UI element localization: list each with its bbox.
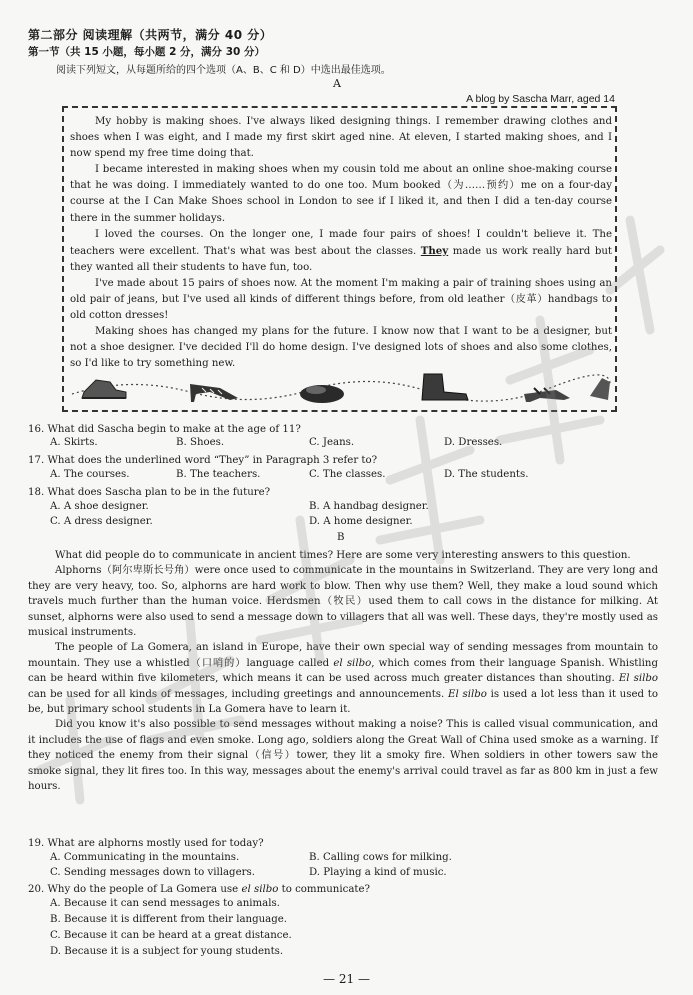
text-run: is used a lot less than it used to be, but primary school students in La Gomera have to learn it. [28, 688, 659, 716]
option-a: A. Because it can send messages to animals. [50, 898, 280, 909]
option-a: A. The courses. [50, 469, 130, 480]
shoe-illustrations [70, 364, 612, 408]
text-run: can be used for all kinds of messages, including greetings and announcements. [28, 688, 449, 700]
underlined-word: They [420, 244, 449, 257]
sneaker-icon [82, 380, 126, 398]
passage-paragraph [28, 640, 658, 717]
option-d: D. Dresses. [444, 437, 503, 448]
option-c: C. Jeans. [309, 437, 355, 448]
italic-term: El silbo [618, 673, 658, 685]
blog-paragraph: My hobby is making shoes. I've always liked designing things. I remember drawing clothes and shoes when I was eight, and I made my first skirt aged nine. At eleven, I started making shoes, and I now spend my free time doing that. [70, 116, 612, 160]
text-run: The people of La Gomera, an island in Europe, have their own special way of sending messages from mountain to mountain. They use a whistled（口哨的）language called [28, 642, 658, 669]
option-c: C. A dress designer. [50, 516, 153, 527]
sandal-icon [524, 388, 570, 402]
option-d: D. Because it is a subject for young students. [50, 946, 284, 957]
boot-icon [422, 374, 468, 400]
passage-paragraph: What did people do to communicate in ancient times? Here are some very interesting answers to this question. [55, 550, 631, 561]
text-run: , which comes from their language Spanish. Whistling can be heard within five kilometers, which means it can be used across much greater distances than shouting. [28, 657, 658, 685]
text-run: made us work really hard but they wanted all their students to have fun, too. [70, 245, 612, 273]
passage-paragraph: Alphorns（阿尔卑斯长号角）were once used to communicate in the mountains in Switzerland. They are very long and they are very heavy, too. So, alphorns are hard work to blow. Then why use them? Well, they make a loud sound which travels much further than the human voice. Herdsmen（牧民）used them to call cows in the distance for milking. At sunset, alphorns were also used to send a message down to villagers that all was well. These days, they're mostly used as musical instruments. [28, 565, 658, 639]
option-d: D. A home designer. [309, 516, 413, 527]
passage-paragraph: Did you know it's also possible to send messages without making a noise? This is called visual communication, and it includes the use of flags and even smoke. Long ago, soldiers along the Great Wall of China used smoke as a warning. If they noticed the enemy from their signal（信号）tower, they lit a smoky fire. When soldiers in other towers saw the smoke signal, they lit fires too. In this way, messages about the enemy's arrival could travel as far as 800 km in just a few hours. [28, 719, 658, 793]
passage-b-text [28, 548, 658, 795]
page-number: — 21 — [323, 972, 370, 986]
italic-term: El silbo [448, 688, 487, 700]
option-d: D. The students. [444, 469, 529, 480]
high-heel-icon [190, 384, 238, 402]
blog-paragraph: I became interested in making shoes when my cousin told me about an online shoe-making course that he was doing. I immediately wanted to do one too. Mum booked（为……预约）me on a four-day course at the I Can Make Shoes school in London to see if I liked it, and then I did a ten-day course there in the summer holidays. [70, 164, 612, 224]
text-run: 20. Why do the people of La Gomera use [28, 884, 242, 895]
option-c: C. Sending messages down to villagers. [50, 867, 255, 878]
option-d: D. Playing a kind of music. [309, 867, 447, 878]
option-b: B. A handbag designer. [309, 501, 429, 512]
option-c: C. The classes. [309, 469, 386, 480]
shoe-icon [590, 378, 610, 400]
question-17: 17. What does the underlined word “They” in Paragraph 3 refer to? [28, 455, 378, 466]
option-b: B. Calling cows for milking. [309, 852, 452, 863]
passage-a-label: A [333, 77, 341, 90]
blog-paragraph: Making shoes has changed my plans for the future. I know now that I want to be a designer, but not a shoe designer. I've decided I'll do home design. I've designed lots of shoes and also some clothes, so I'd like to try something new. [70, 326, 612, 370]
loafer-icon [300, 385, 344, 403]
question-18: 18. What does Sascha plan to be in the future? [28, 487, 271, 498]
text-run: I loved the courses. On the longer one, I made four pairs of shoes! I couldn't believe it. The teachers were excellent. That's what was best about the classes. [70, 228, 612, 257]
question-16: 16. What did Sascha begin to make at the age of 11? [28, 424, 301, 435]
blog-paragraph [70, 227, 612, 276]
passage-b-label: B [337, 532, 345, 543]
option-b: B. Because it is different from their language. [50, 914, 288, 925]
question-20 [28, 882, 370, 897]
question-19: 19. What are alphorns mostly used for today? [28, 838, 264, 849]
option-b: B. Shoes. [176, 437, 225, 448]
option-a: A. Communicating in the mountains. [50, 852, 240, 863]
part-title: 第二部分 阅读理解（共两节，满分 40 分） [28, 28, 273, 42]
section-title: 第一节（共 15 小题，每小题 2 分，满分 30 分） [28, 46, 265, 58]
blog-text [70, 114, 612, 373]
blog-paragraph: I've made about 15 pairs of shoes now. At the moment I'm making a pair of training shoes using an old pair of jeans, but I've used all kinds of different things before, from old leather（皮革）handbags to old cotton dresses! [70, 277, 612, 322]
italic-term: el silbo [333, 657, 372, 669]
blog-title: A blog by Sascha Marr, aged 14 [466, 93, 615, 105]
option-c: C. Because it can be heard at a great distance. [50, 930, 292, 941]
option-a: A. A shoe designer. [50, 501, 149, 512]
option-b: B. The teachers. [176, 469, 261, 480]
option-a: A. Skirts. [50, 437, 98, 448]
text-run: to communicate? [278, 884, 370, 895]
italic-term: el silbo [241, 884, 279, 895]
instruction: 阅读下列短文，从每题所给的四个选项（A、B、C 和 D）中选出最佳选项。 [56, 65, 391, 76]
